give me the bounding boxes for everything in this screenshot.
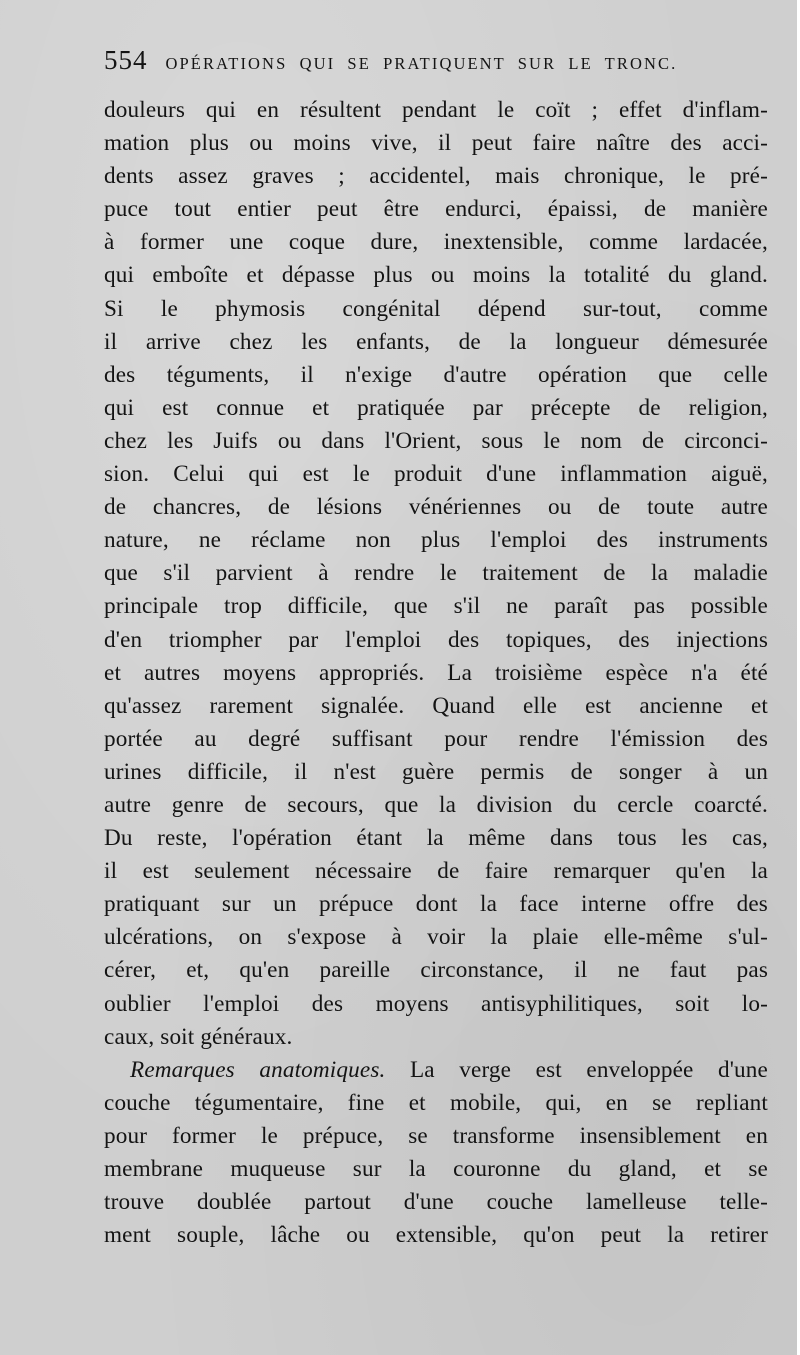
text-line: caux, soit généraux. [104,1023,293,1050]
text-line: oublier l'emploi des moyens antisyphilitiques, soit lo- [104,990,768,1017]
text-line-rest: La verge est enveloppée d'une [385,1056,768,1083]
page-header [104,45,766,85]
paragraph-2 [104,1054,768,1253]
text-line: membrane muqueuse sur la couronne du gland, et se [104,1156,768,1182]
text-line: qu'assez rarement signalée. Quand elle est ancienne et [104,692,768,719]
text-line: pour former le prépuce, se transforme insensiblement en [104,1122,768,1149]
body-text [104,94,768,1252]
text-line: pratiquant sur un prépuce dont la face interne offre des [104,891,768,918]
text-line: Du reste, l'opération étant la même dans tous les cas, [104,825,768,852]
text-line: qui emboîte et dépasse plus ou moins la totalité du gland. [104,262,768,289]
text-line: il arrive chez les enfants, de la longueur démesurée [104,328,768,355]
text-line: principale trop difficile, que s'il ne paraît pas possible [104,593,768,620]
text-line: et autres moyens appropriés. La troisième espèce n'a été [104,659,768,686]
text-line: que s'il parvient à rendre le traitement de la maladie [104,560,768,587]
page-number: 554 [104,45,148,75]
text-line: sion. Celui qui est le produit d'une inflammation aiguë, [104,461,768,488]
text-line: de chancres, de lésions vénériennes ou de toute autre [104,494,768,521]
text-line: couche tégumentaire, fine et mobile, qui, en se repliant [104,1089,768,1116]
text-line [104,1054,768,1087]
text-line: mation plus ou moins vive, il peut faire naître des acci- [104,130,768,157]
text-line: autre genre de secours, que la division du cercle coarcté. [104,791,768,818]
text-line: douleurs qui en résultent pendant le coït ; effet d'inflam- [104,97,768,123]
text-line: dents assez graves ; accidentel, mais chronique, le pré- [104,163,768,190]
text-line: portée au degré suffisant pour rendre l'émission des [104,725,768,752]
text-line: urines difficile, il n'est guère permis de songer à un [104,758,768,785]
text-line: cérer, et, qu'en pareille circonstance, il ne faut pas [104,957,768,984]
text-line: nature, ne réclame non plus l'emploi des instruments [104,527,768,554]
text-line: ment souple, lâche ou extensible, qu'on peut la retirer [104,1222,768,1249]
text-line: qui est connue et pratiquée par précepte de religion, [104,394,768,421]
section-heading: Remarques anatomiques. [130,1056,386,1083]
paragraph-1 [104,94,768,1054]
text-line: puce tout entier peut être endurci, épaissi, de manière [104,196,768,223]
text-line: des téguments, il n'exige d'autre opération que celle [104,361,768,388]
text-line: trouve doublée partout d'une couche lamelleuse telle- [104,1189,768,1216]
text-line: à former une coque dure, inextensible, comme lardacée, [104,229,768,256]
running-head: OPÉRATIONS QUI SE PRATIQUENT SUR LE TRONC. [165,54,678,73]
text-line: il est seulement nécessaire de faire remarquer qu'en la [104,858,768,885]
text-line: chez les Juifs ou dans l'Orient, sous le nom de circonci- [104,427,768,454]
text-line: d'en triompher par l'emploi des topiques, des injections [104,626,768,653]
text-line: ulcérations, on s'expose à voir la plaie elle-même s'ul- [104,924,768,951]
text-line: Si le phymosis congénital dépend sur-tout, comme [104,295,768,322]
